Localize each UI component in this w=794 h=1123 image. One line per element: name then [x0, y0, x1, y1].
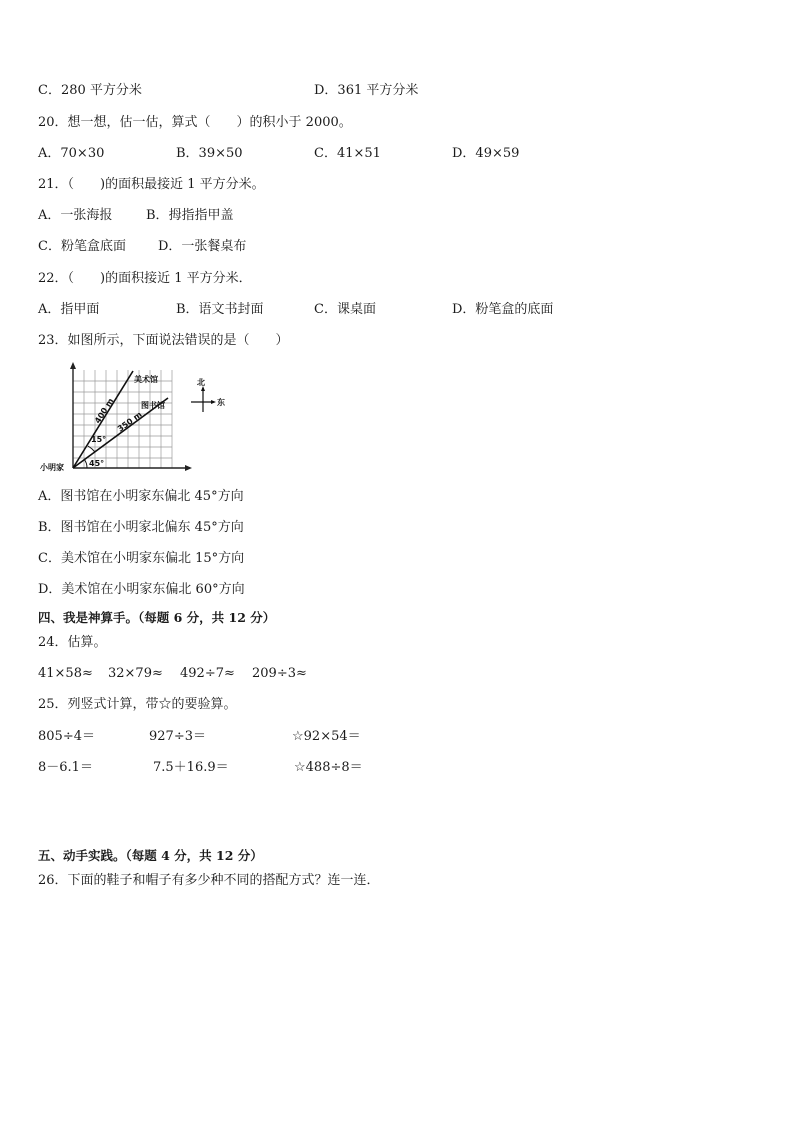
- q24-item-3: 492÷7≈: [180, 666, 235, 681]
- q23-option-d: D．美术馆在小明家东偏北 60°方向: [38, 582, 245, 597]
- q26-stem: 26．下面的鞋子和帽子有多少种不同的搭配方式？连一连．: [38, 873, 380, 888]
- library-label: 图书馆: [141, 401, 165, 410]
- q19-option-d: D．361 平方分米: [314, 83, 419, 98]
- q23-stem: 23．如图所示，下面说法错误的是（ ）: [38, 333, 289, 348]
- distance-400m-label: 400 m: [93, 396, 116, 426]
- q24-item-1: 41×58≈: [38, 666, 93, 681]
- q22-option-a: A．指甲面: [38, 302, 100, 317]
- north-axis-arrow: [70, 362, 76, 369]
- q25-row2-item-1: 8－6.1＝: [38, 760, 93, 775]
- q23-option-c: C．美术馆在小明家东偏北 15°方向: [38, 551, 245, 566]
- q24-stem: 24．估算。: [38, 635, 107, 650]
- direction-map-svg: [40, 360, 240, 480]
- q21-option-b: B．拇指指甲盖: [146, 208, 234, 223]
- angle-45-label: 45°: [89, 459, 105, 468]
- q25-row1-item-2: 927÷3＝: [149, 729, 206, 744]
- q20-option-c: C．41×51: [314, 146, 381, 161]
- q23-option-a: A．图书馆在小明家东偏北 45°方向: [38, 489, 244, 504]
- q22-option-b: B．语文书封面: [176, 302, 264, 317]
- q21-option-a: A．一张海报: [38, 208, 113, 223]
- compass-icon: [191, 388, 214, 412]
- q25-stem: 25．列竖式计算，带☆的要验算。: [38, 697, 237, 712]
- q22-option-c: C．课桌面: [314, 302, 376, 317]
- q21-stem: 21．（ )的面积最接近 1 平方分米。: [38, 177, 265, 192]
- compass-east-arrow: [211, 400, 216, 404]
- q21-option-c: C．粉笔盒底面: [38, 239, 126, 254]
- q19-option-c: C．280 平方分米: [38, 83, 142, 98]
- q25-row2-item-2: 7.5＋16.9＝: [153, 760, 229, 775]
- angle-15-label: 15°: [91, 435, 107, 444]
- q21-option-d: D．一张餐桌布: [158, 239, 247, 254]
- q22-stem: 22．（ )的面积接近 1 平方分米．: [38, 271, 252, 286]
- compass-east-label: 东: [217, 398, 225, 407]
- q25-row1-item-3: ☆92×54＝: [292, 729, 361, 744]
- q20-option-a: A．70×30: [38, 146, 105, 161]
- q24-item-2: 32×79≈: [108, 666, 163, 681]
- q20-option-b: B．39×50: [176, 146, 243, 161]
- section-5-heading: 五、动手实践。（每题 4 分，共 12 分）: [38, 848, 263, 863]
- compass-north-label: 北: [197, 378, 205, 387]
- angle-arc-45: [84, 459, 87, 468]
- direction-map-figure: [40, 360, 240, 480]
- q24-item-4: 209÷3≈: [252, 666, 307, 681]
- distance-350m-label: 350 m: [115, 409, 144, 434]
- q22-option-d: D．粉笔盒的底面: [452, 302, 554, 317]
- q25-row2-item-3: ☆488÷8＝: [294, 760, 363, 775]
- home-label: 小明家: [40, 463, 64, 472]
- q20-option-d: D．49×59: [452, 146, 520, 161]
- art-museum-label: 美术馆: [134, 375, 158, 384]
- q20-stem: 20．想一想，估一估，算式（ ）的积小于 2000。: [38, 115, 352, 130]
- q25-row1-item-1: 805÷4＝: [38, 729, 95, 744]
- map-grid: [73, 370, 172, 468]
- east-axis-arrow: [185, 465, 192, 471]
- section-4-heading: 四、我是神算手。（每题 6 分，共 12 分）: [38, 610, 276, 625]
- q23-option-b: B．图书馆在小明家北偏东 45°方向: [38, 520, 244, 535]
